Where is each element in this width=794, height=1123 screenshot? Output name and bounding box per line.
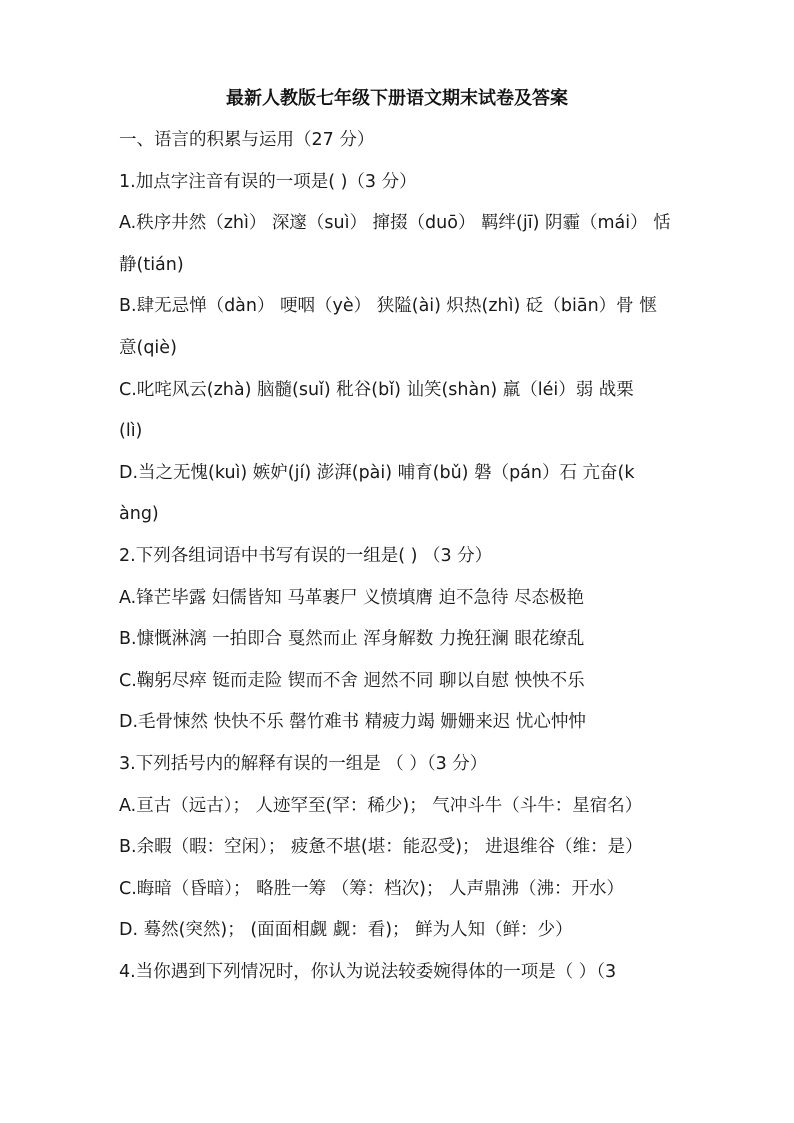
question-1-option-b-cont: 意(qiè) — [119, 337, 177, 358]
question-4: 4.当你遇到下列情况时，你认为说法较委婉得体的一项是（ ）（3 — [119, 961, 617, 982]
question-2-option-d: D.毛骨悚然 快快不乐 罄竹难书 精疲力竭 姗姗来迟 忧心忡忡 — [119, 712, 586, 733]
question-2-option-c: C.鞠躬尽瘁 铤而走险 锲而不舍 迥然不同 聊以自慰 怏怏不乐 — [119, 670, 585, 691]
question-3: 3.下列括号内的解释有误的一组是 （ ）（3 分） — [119, 753, 488, 774]
question-3-option-a: A.亘古（远古）； 人迹罕至(罕：稀少)； 气冲斗牛（斗牛：星宿名） — [119, 795, 643, 816]
question-1-option-a-cont: 静(tián) — [119, 254, 184, 275]
question-1-option-a: A.秩序井然（zhì） 深邃（suì） 撺掇（duō） 羁绊(jī) 阴霾（mái） 恬 — [119, 213, 671, 234]
question-1-option-c-cont: (lì) — [119, 421, 143, 442]
question-1-option-b: B.肆无忌惮（dàn） 哽咽（yè） 狭隘(ài) 炽热(zhì) 砭（biān）骨 惬 — [119, 296, 657, 317]
question-1: 1.加点字注音有误的一项是( )（3 分） — [119, 171, 417, 192]
question-1-option-d-cont: àng) — [119, 504, 159, 525]
question-3-option-b: B.余暇（暇：空闲）； 疲惫不堪(堪：能忍受)； 进退维谷（维：是） — [119, 837, 643, 858]
question-2-option-a: A.锋芒毕露 妇儒皆知 马革裹尸 义愤填膺 迫不急待 尽态极艳 — [119, 587, 585, 608]
question-1-option-d: D.当之无愧(kuì) 嫉妒(jí) 澎湃(pài) 哺育(bǔ) 磐（pán）石 亢奋(k — [119, 462, 635, 483]
exam-body — [119, 120, 691, 993]
question-3-option-d: D. 蓦然(突然)； (面面相觑 觑：看)； 鲜为人知（鲜：少） — [119, 920, 573, 941]
question-2: 2.下列各组词语中书写有误的一组是( ) （3 分） — [119, 545, 493, 566]
section-heading: 一、语言的积累与运用（27 分） — [119, 130, 375, 150]
question-3-option-c: C.晦暗（昏暗）； 略胜一筹 （筹：档次)； 人声鼎沸（沸：开水） — [119, 878, 625, 899]
question-1-option-c: C.叱咤风云(zhà) 脑髓(suǐ) 秕谷(bǐ) 讪笑(shàn) 羸（léi）弱 战栗 — [119, 379, 634, 400]
page-title: 最新人教版七年级下册语文期末试卷及答案 — [226, 88, 568, 109]
question-2-option-b: B.慷慨淋漓 一拍即合 戛然而止 浑身解数 力挽狂澜 眼花缭乱 — [119, 629, 585, 650]
